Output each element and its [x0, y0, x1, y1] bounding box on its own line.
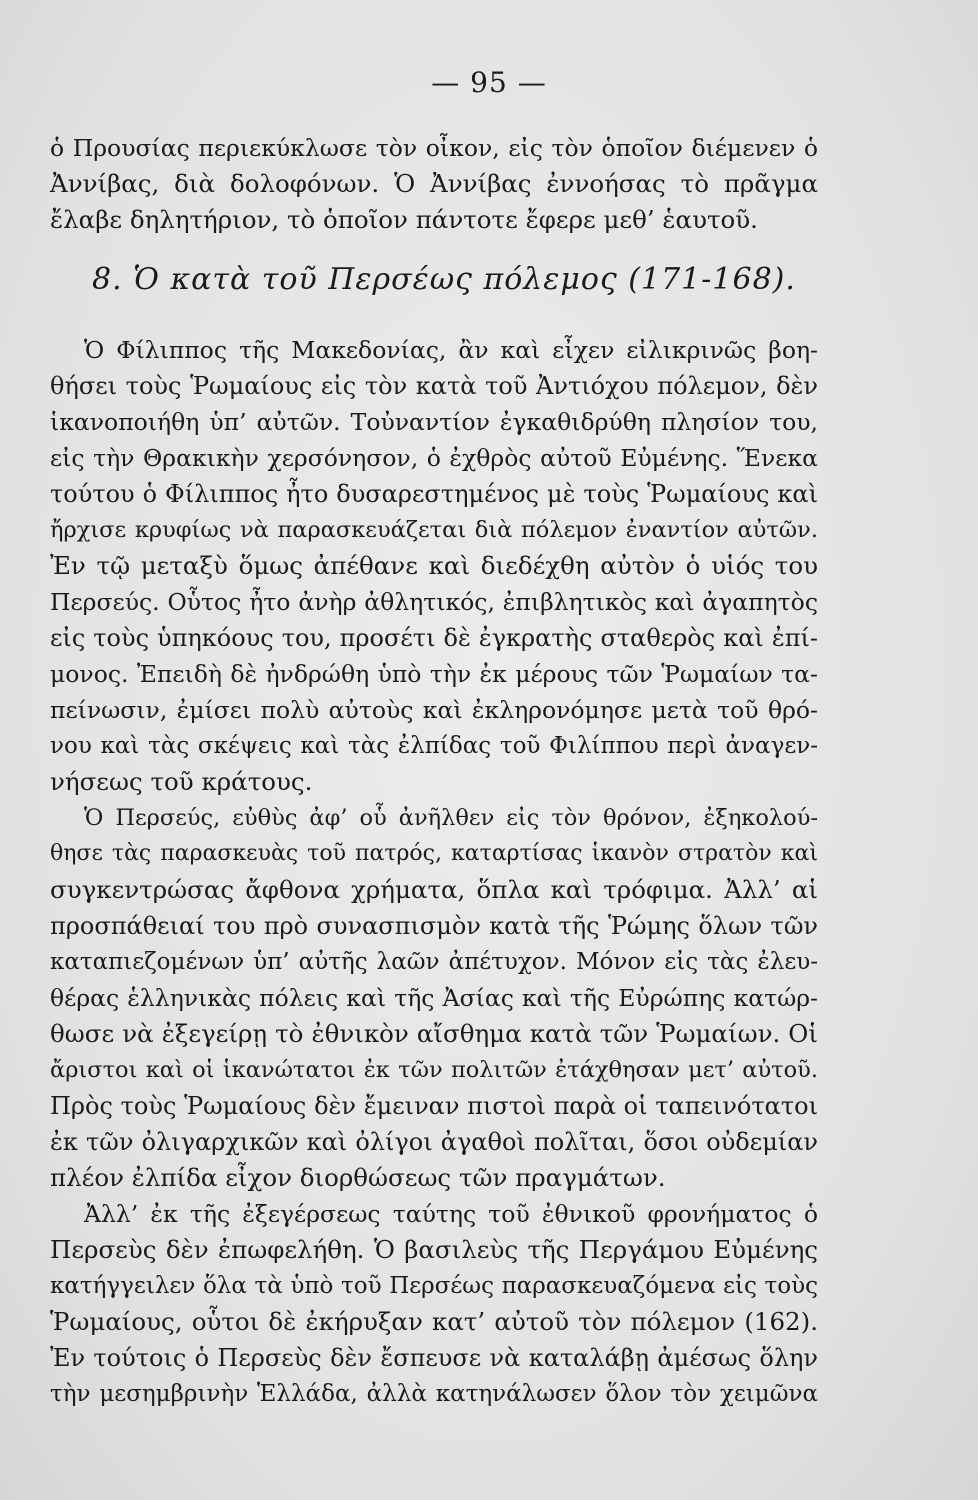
text-line: συγκεντρώσας ἄφθονα χρήματα, ὅπλα καὶ τρόφιμα. Ἀλλ’ αἱ — [50, 875, 818, 904]
text-line: θέρας ἑλληνικὰς πόλεις καὶ τῆς Ἀσίας καὶ τῆς Εὐρώπης κατώρ- — [50, 984, 818, 1012]
section-heading: 8. Ὁ κατὰ τοῦ Περσέως πόλεμος (171-168). — [92, 262, 796, 297]
text-line: θωσε νὰ ἐξεγείρῃ τὸ ἐθνικὸν αἴσθημα κατὰ τῶν Ῥωμαίων. Οἱ — [50, 1019, 818, 1048]
text-line: εἰς τοὺς ὑπηκόους του, προσέτι δὲ ἐγκρατὴς σταθερὸς καὶ ἐπί- — [50, 624, 818, 652]
text-line: θήσει τοὺς Ῥωμαίους εἰς τὸν κατὰ τοῦ Ἀντιόχου πόλεμον, δὲν — [50, 372, 818, 400]
text-line: νου καὶ τὰς σκέψεις καὶ τὰς ἐλπίδας τοῦ Φιλίππου περὶ ἀναγεν- — [50, 733, 818, 759]
text-line: εἰς τὴν Θρακικὴν χερσόνησον, ὁ ἐχθρὸς αὐτοῦ Εὐμένης. Ἕνεκα — [50, 444, 818, 472]
text-line: Ἐν τούτοις ὁ Περσεὺς δὲν ἔσπευσε νὰ καταλάβῃ ἀμέσως ὅλην — [50, 1344, 818, 1372]
text-line: Περσεὺς δὲν ἐπωφελήθη. Ὁ βασιλεὺς τῆς Περγάμου Εὐμένης — [50, 1235, 818, 1264]
text-line: πλέον ἐλπίδα εἶχον διορθώσεως τῶν πραγμάτων. — [50, 1163, 666, 1192]
text-line: τούτου ὁ Φίλιππος ἦτο δυσαρεστημένος μὲ τοὺς Ῥωμαίους καὶ — [50, 480, 818, 508]
text-line: θησε τὰς παρασκευὰς τοῦ πατρός, καταρτίσας ἱκανὸν στρατὸν καὶ — [50, 841, 818, 866]
text-line: ἔλαβε δηλητήριον, τὸ ὁποῖον πάντοτε ἔφερε μεθ’ ἑαυτοῦ. — [50, 205, 758, 234]
text-line: ἤρχισε κρυφίως νὰ παρασκευάζεται διὰ πόλεμον ἐναντίον αὐτῶν. — [50, 517, 818, 543]
text-line: πείνωσιν, ἐμίσει πολὺ αὐτοὺς καὶ ἐκληρονόμησε μετὰ τοῦ θρό- — [50, 696, 818, 724]
page-number: — 95 — — [431, 66, 547, 99]
text-line: Ἀννίβας, διὰ δολοφόνων. Ὁ Ἀννίβας ἐννοήσας τὸ πρᾶγμα — [50, 169, 818, 198]
text-line: Ἐν τῷ μεταξὺ ὅμως ἀπέθανε καὶ διεδέχθη αὐτὸν ὁ υἱός του — [50, 551, 818, 580]
text-line: προσπάθειαί του πρὸ συνασπισμὸν κατὰ τῆς Ῥώμης ὅλων τῶν — [50, 912, 818, 940]
text-line: κατήγγειλεν ὅλα τὰ ὑπὸ τοῦ Περσέως παρασκευαζόμενα εἰς τοὺς — [50, 1273, 818, 1299]
body-text — [50, 332, 818, 1412]
text-line: Ὁ Φίλιππος τῆς Μακεδονίας, ἂν καὶ εἶχεν εἰλικρινῶς βοη- — [84, 336, 818, 364]
text-line: Ὁ Περσεύς, εὐθὺς ἀφ’ οὗ ἀνῆλθεν εἰς τὸν θρόνον, ἐξηκολού- — [84, 805, 818, 831]
text-line: Πρὸς τοὺς Ῥωμαίους δὲν ἔμειναν πιστοὶ παρὰ οἱ ταπεινότατοι — [50, 1092, 818, 1120]
text-line: ἐκ τῶν ὀλιγαρχικῶν καὶ ὀλίγοι ἀγαθοὶ πολῖται, ὅσοι οὐδεμίαν — [50, 1128, 818, 1156]
text-line: τὴν μεσημβρινὴν Ἑλλάδα, ἀλλὰ κατηνάλωσεν ὅλον τὸν χειμῶνα — [50, 1381, 818, 1407]
text-line: Ἀλλ’ ἐκ τῆς ἐξεγέρσεως ταύτης τοῦ ἐθνικοῦ φρονήματος ὁ — [84, 1200, 818, 1228]
text-line: μονος. Ἐπειδὴ δὲ ἠνδρώθη ὑπὸ τὴν ἐκ μέρους τῶν Ῥωμαίων τα- — [50, 660, 818, 688]
text-line: καταπιεζομένων ὑπ’ αὐτῆς λαῶν ἀπέτυχον. Μόνον εἰς τὰς ἐλευ- — [50, 949, 818, 975]
text-line: νήσεως τοῦ κράτους. — [50, 767, 313, 796]
text-line: Περσεύς. Οὗτος ἦτο ἀνὴρ ἀθλητικός, ἐπιβλητικὸς καὶ ἀγαπητὸς — [50, 588, 818, 616]
text-line: ἱκανοποιήθη ὑπ’ αὐτῶν. Τοὐναντίον ἐγκαθιδρύθη πλησίον του, — [50, 408, 818, 436]
text-line: ὁ Προυσίας περιεκύκλωσε τὸν οἶκον, εἰς τὸν ὁποῖον διέμενεν ὁ — [50, 134, 818, 162]
text-line: Ῥωμαίους, οὗτοι δὲ ἐκήρυξαν κατ’ αὐτοῦ τὸν πόλεμον (162). — [50, 1307, 818, 1336]
intro-paragraph — [50, 130, 818, 238]
text-line: ἄριστοι καὶ οἱ ἱκανώτατοι ἐκ τῶν πολιτῶν ἐτάχθησαν μετ’ αὐτοῦ. — [50, 1057, 818, 1083]
